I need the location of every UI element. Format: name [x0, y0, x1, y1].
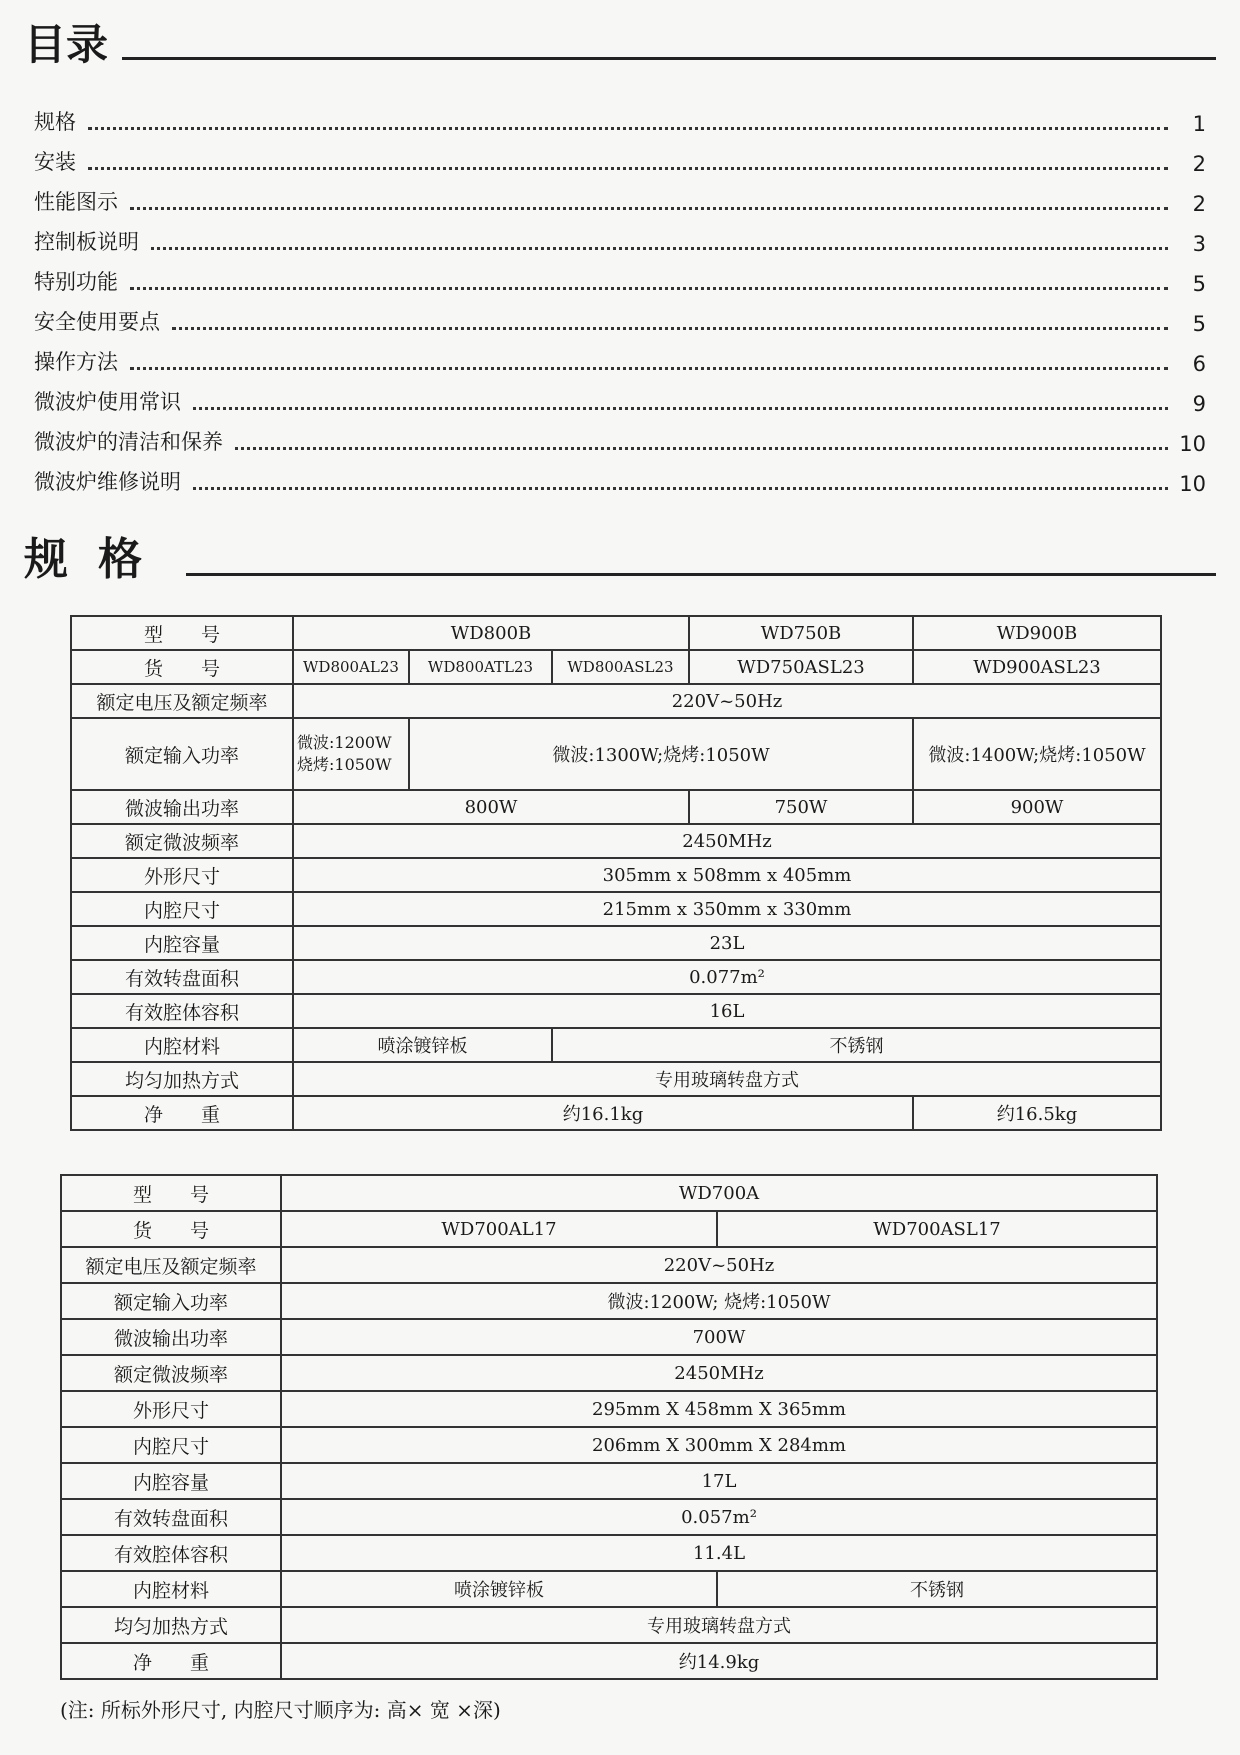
table-row	[71, 684, 1161, 718]
table-row	[71, 616, 1161, 650]
table-cell: 约16.1kg	[293, 1096, 913, 1130]
table-row	[71, 1096, 1161, 1130]
toc-leader-dots	[130, 367, 1168, 370]
table-cell: 约16.5kg	[913, 1096, 1161, 1130]
toc-leader-dots	[151, 247, 1168, 250]
table-row	[71, 858, 1161, 892]
row-header: 净 重	[71, 1096, 293, 1130]
toc-item-specs[interactable]	[34, 96, 1206, 136]
table-row	[61, 1499, 1157, 1535]
table-cell: WD750B	[689, 616, 913, 650]
toc-item-label: 安装	[34, 150, 76, 174]
toc-leader-dots	[88, 127, 1168, 130]
row-header: 额定输入功率	[61, 1283, 281, 1319]
spec-header	[24, 534, 1216, 585]
table-cell: 不锈钢	[552, 1028, 1161, 1062]
table-row	[71, 1062, 1161, 1096]
table-cell: WD700ASL17	[717, 1211, 1157, 1247]
table-row	[61, 1391, 1157, 1427]
table-cell: 206mm X 300mm X 284mm	[281, 1427, 1157, 1463]
toc-leader-dots	[235, 447, 1168, 450]
row-header: 有效腔体容积	[61, 1535, 281, 1571]
table-cell: 喷涂镀锌板	[293, 1028, 552, 1062]
table-row	[71, 650, 1161, 684]
table-cell: 220V~50Hz	[293, 684, 1161, 718]
toc-item-label: 控制板说明	[34, 230, 139, 254]
table-cell: 微波:1400W;烧烤:1050W	[913, 718, 1161, 790]
table-row	[71, 718, 1161, 790]
toc-leader-dots	[172, 327, 1168, 330]
table-row	[61, 1463, 1157, 1499]
table-cell: 305mm x 508mm x 405mm	[293, 858, 1161, 892]
row-header: 均匀加热方式	[61, 1607, 281, 1643]
toc-item-safety[interactable]	[34, 296, 1206, 336]
table-cell: 2450MHz	[281, 1355, 1157, 1391]
table-row	[61, 1571, 1157, 1607]
toc-item-special-functions[interactable]	[34, 256, 1206, 296]
table-cell: 23L	[293, 926, 1161, 960]
table-cell: 295mm X 458mm X 365mm	[281, 1391, 1157, 1427]
spec-table-17l	[60, 1174, 1158, 1680]
table-cell: 11.4L	[281, 1535, 1157, 1571]
toc-item-page: 9	[1192, 392, 1206, 416]
toc-item-operation[interactable]	[34, 336, 1206, 376]
row-header: 内腔材料	[71, 1028, 293, 1062]
table-row	[61, 1175, 1157, 1211]
spec-table-23l	[70, 615, 1162, 1131]
table-cell: 17L	[281, 1463, 1157, 1499]
table-row	[71, 824, 1161, 858]
toc-leader-dots	[130, 207, 1168, 210]
toc-item-label: 微波炉的清洁和保养	[34, 430, 223, 454]
table-cell: 专用玻璃转盘方式	[293, 1062, 1161, 1096]
row-header: 微波输出功率	[61, 1319, 281, 1355]
toc-item-page: 10	[1179, 432, 1206, 456]
toc-item-installation[interactable]	[34, 136, 1206, 176]
row-header: 内腔材料	[61, 1571, 281, 1607]
table-cell: 微波:1300W;烧烤:1050W	[409, 718, 913, 790]
toc-item-repair[interactable]	[34, 456, 1206, 496]
table-cell: 215mm x 350mm x 330mm	[293, 892, 1161, 926]
table-row	[71, 892, 1161, 926]
toc-item-label: 操作方法	[34, 350, 118, 374]
table-cell: WD800ATL23	[409, 650, 552, 684]
toc-item-label: 性能图示	[34, 190, 118, 214]
table-cell: WD800AL23	[293, 650, 409, 684]
table-cell: 750W	[689, 790, 913, 824]
table-row	[61, 1211, 1157, 1247]
input-power-grill: 烧烤:1050W	[297, 755, 392, 774]
table-cell: 0.057m²	[281, 1499, 1157, 1535]
row-header: 型 号	[61, 1175, 281, 1211]
toc-heading-rule	[122, 57, 1216, 60]
toc-leader-dots	[130, 287, 1168, 290]
table-row	[61, 1427, 1157, 1463]
table-cell: 900W	[913, 790, 1161, 824]
table-cell: 专用玻璃转盘方式	[281, 1607, 1157, 1643]
table-cell: WD800ASL23	[552, 650, 689, 684]
input-power-microwave: 微波:1200W	[297, 732, 392, 752]
row-header: 货 号	[61, 1211, 281, 1247]
row-header: 有效转盘面积	[71, 960, 293, 994]
toc-item-page: 6	[1192, 352, 1206, 376]
table-cell: WD750ASL23	[689, 650, 913, 684]
toc-item-page: 5	[1192, 272, 1206, 296]
toc-heading: 目录	[24, 20, 109, 69]
row-header: 型 号	[71, 616, 293, 650]
spec-heading-rule	[186, 573, 1216, 576]
toc-item-cleaning[interactable]	[34, 416, 1206, 456]
table-row	[61, 1535, 1157, 1571]
table-cell: WD900B	[913, 616, 1161, 650]
row-header: 额定电压及额定频率	[71, 684, 293, 718]
table-row	[61, 1643, 1157, 1679]
toc-item-label: 微波炉使用常识	[34, 390, 181, 414]
table-cell: 2450MHz	[293, 824, 1161, 858]
row-header: 有效腔体容积	[71, 994, 293, 1028]
row-header: 微波输出功率	[71, 790, 293, 824]
table-cell: 0.077m²	[293, 960, 1161, 994]
table-row	[71, 926, 1161, 960]
table-cell: 约14.9kg	[281, 1643, 1157, 1679]
toc-item-page: 2	[1192, 152, 1206, 176]
toc-item-label: 安全使用要点	[34, 310, 160, 334]
table-cell	[293, 718, 409, 790]
row-header: 均匀加热方式	[71, 1062, 293, 1096]
toc-item-page: 3	[1192, 232, 1206, 256]
toc-leader-dots	[88, 167, 1168, 170]
table-cell: WD700A	[281, 1175, 1157, 1211]
table-cell: WD800B	[293, 616, 689, 650]
row-header: 货 号	[71, 650, 293, 684]
table-cell: 16L	[293, 994, 1161, 1028]
toc-item-label: 规格	[34, 110, 76, 134]
table-row	[61, 1319, 1157, 1355]
row-header: 有效转盘面积	[61, 1499, 281, 1535]
table-row	[61, 1607, 1157, 1643]
row-header: 额定电压及额定频率	[61, 1247, 281, 1283]
toc-item-page: 5	[1192, 312, 1206, 336]
row-header: 内腔容量	[71, 926, 293, 960]
row-header: 外形尺寸	[61, 1391, 281, 1427]
table-cell: WD700AL17	[281, 1211, 717, 1247]
row-header: 外形尺寸	[71, 858, 293, 892]
table-row	[71, 790, 1161, 824]
table-cell: 不锈钢	[717, 1571, 1157, 1607]
row-header: 额定微波频率	[71, 824, 293, 858]
table-cell: 800W	[293, 790, 689, 824]
table-cell: WD900ASL23	[913, 650, 1161, 684]
table-row	[61, 1283, 1157, 1319]
table-row	[71, 1028, 1161, 1062]
toc-item-label: 特别功能	[34, 270, 118, 294]
row-header: 额定微波频率	[61, 1355, 281, 1391]
toc-item-page: 10	[1179, 472, 1206, 496]
table-cell: 700W	[281, 1319, 1157, 1355]
table-row	[61, 1247, 1157, 1283]
table-row	[61, 1355, 1157, 1391]
toc-leader-dots	[193, 487, 1168, 490]
toc-item-page: 1	[1192, 112, 1206, 136]
toc-leader-dots	[193, 407, 1168, 410]
toc-header	[24, 20, 1216, 69]
table-row	[71, 994, 1161, 1028]
toc-item-control-panel[interactable]	[34, 216, 1206, 256]
spec-heading: 规格	[24, 534, 172, 585]
toc-item-performance-diagram[interactable]	[34, 176, 1206, 216]
row-header: 额定输入功率	[71, 718, 293, 790]
table-cell: 微波:1200W; 烧烤:1050W	[281, 1283, 1157, 1319]
row-header: 净 重	[61, 1643, 281, 1679]
table-row	[71, 960, 1161, 994]
table-cell: 220V~50Hz	[281, 1247, 1157, 1283]
toc-item-page: 2	[1192, 192, 1206, 216]
toc-item-usage-tips[interactable]	[34, 376, 1206, 416]
toc-item-label: 微波炉维修说明	[34, 470, 181, 494]
row-header: 内腔容量	[61, 1463, 281, 1499]
row-header: 内腔尺寸	[71, 892, 293, 926]
row-header: 内腔尺寸	[61, 1427, 281, 1463]
table-cell: 喷涂镀锌板	[281, 1571, 717, 1607]
table-of-contents	[34, 96, 1206, 496]
dimension-note: (注: 所标外形尺寸, 内腔尺寸顺序为: 高× 宽 ×深)	[60, 1698, 501, 1722]
